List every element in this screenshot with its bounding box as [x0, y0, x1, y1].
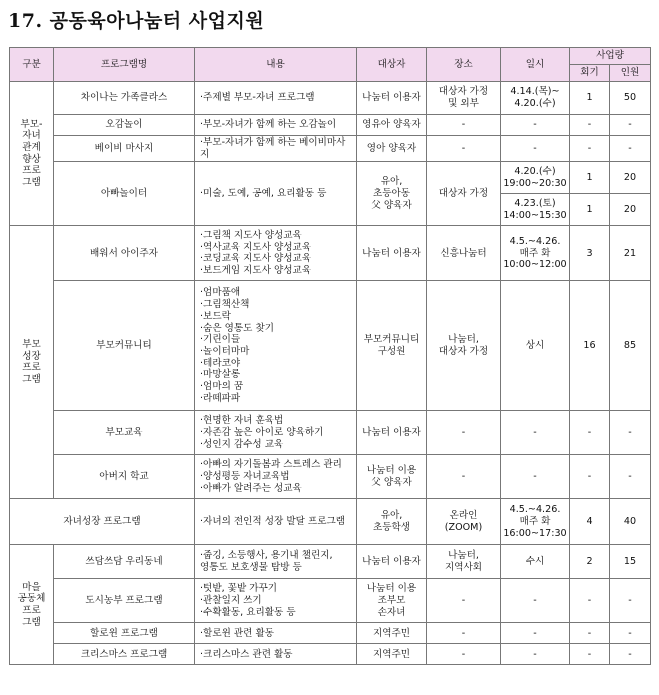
target-cell: 나눔터 이용자 [357, 411, 427, 455]
program-name: 아버지 학교 [54, 455, 195, 499]
program-name: 자녀성장 프로그램 [10, 499, 195, 545]
people-cell: 50 [610, 82, 651, 115]
people-cell: 85 [610, 281, 651, 411]
program-content: ·주제별 부모-자녀 프로그램 [195, 82, 357, 115]
program-name: 부모커뮤니티 [54, 281, 195, 411]
content-list-item: ·텃밭, 꽃밭 가꾸기 [200, 583, 278, 595]
sessions-cell: 2 [570, 545, 610, 579]
category-cell: 부모- 자녀 관계 향상 프로 그램 [10, 82, 54, 226]
content-list-item: ·엄마의 꿈 [200, 381, 244, 393]
category-cell: 부모 성장 프로 그램 [10, 226, 54, 499]
target-cell: 유아, 초등학생 [357, 499, 427, 545]
program-name: 아빠놀이터 [54, 162, 195, 226]
schedule-cell: 4.23.(토) 14:00~15:30 [501, 194, 570, 226]
content-list-item: ·아빠의 자기돌봄과 스트레스 관리 [200, 459, 342, 471]
header-content: 내용 [195, 48, 357, 82]
people-cell: - [610, 623, 651, 644]
header-place: 장소 [427, 48, 501, 82]
content-list [200, 287, 354, 404]
place-cell: 대상자 가정 [427, 162, 501, 226]
sessions-cell: 16 [570, 281, 610, 411]
program-content: ·할로윈 관련 활동 [195, 623, 357, 644]
content-list-item: ·역사교육 지도사 양성교육 [200, 241, 312, 253]
program-name: 부모교육 [54, 411, 195, 455]
schedule-cell: - [501, 579, 570, 623]
place-cell: - [427, 115, 501, 136]
category-cell: 마을 공동체 프로 그램 [10, 545, 54, 665]
content-list-item: ·그림책산책 [200, 299, 250, 311]
place-cell: 대상자 가정 및 외부 [427, 82, 501, 115]
content-list [200, 459, 354, 494]
schedule-cell: 4.20.(수) 19:00~20:30 [501, 162, 570, 194]
schedule-cell: - [501, 623, 570, 644]
people-cell: 20 [610, 194, 651, 226]
schedule-cell: - [501, 644, 570, 665]
content-list-item: ·엄마품애 [200, 287, 241, 299]
schedule-cell: - [501, 411, 570, 455]
people-cell: 20 [610, 162, 651, 194]
content-list-item: ·마망살롱 [200, 369, 241, 381]
target-cell: 유아, 초등아동 父 양육자 [357, 162, 427, 226]
sessions-cell: - [570, 579, 610, 623]
target-cell: 지역주민 [357, 623, 427, 644]
content-list-item: ·성인지 감수성 교육 [200, 438, 284, 450]
content-list [200, 415, 354, 450]
target-cell: 영유아 양육자 [357, 115, 427, 136]
sessions-cell: - [570, 136, 610, 162]
people-cell: 40 [610, 499, 651, 545]
content-list-item: ·수확활동, 요리활동 등 [200, 606, 296, 618]
sessions-cell: - [570, 623, 610, 644]
sessions-cell: 4 [570, 499, 610, 545]
people-cell: - [610, 115, 651, 136]
program-content: ·부모-자녀가 함께 하는 오감놀이 [195, 115, 357, 136]
program-name: 크리스마스 프로그램 [54, 644, 195, 665]
table-row [10, 579, 651, 623]
sessions-cell: 1 [570, 194, 610, 226]
people-cell: - [610, 136, 651, 162]
table-row [10, 623, 651, 644]
header-category: 구분 [10, 48, 54, 82]
target-cell: 나눔터 이용 조부모 손자녀 [357, 579, 427, 623]
content-list-item: ·양성평등 자녀교육법 [200, 471, 290, 483]
table-row [10, 644, 651, 665]
program-content [195, 579, 357, 623]
target-cell: 나눔터 이용자 [357, 82, 427, 115]
content-list-item: ·보드게임 지도사 양성교육 [200, 265, 312, 277]
content-list-item: ·보드락 [200, 310, 231, 322]
content-list-item: ·현명한 자녀 훈육법 [200, 415, 284, 427]
sessions-cell: - [570, 455, 610, 499]
target-cell: 영아 양육자 [357, 136, 427, 162]
people-cell: - [610, 644, 651, 665]
header-program: 프로그램명 [54, 48, 195, 82]
table-row [10, 162, 651, 194]
program-content: ·줍깅, 소등행사, 용기내 챌린지, 영통도 보호생물 탐방 등 [195, 545, 357, 579]
people-cell: 15 [610, 545, 651, 579]
header-sessions: 회기 [570, 65, 610, 82]
people-cell: 21 [610, 226, 651, 281]
table-row [10, 455, 651, 499]
content-list-item: ·아빠가 알려주는 성교육 [200, 482, 302, 494]
content-list-item: ·라떼파파 [200, 392, 241, 404]
content-list-item: ·숨은 영통도 찾기 [200, 322, 275, 334]
header-people: 인원 [610, 65, 651, 82]
place-cell: - [427, 411, 501, 455]
content-list-item: ·자존감 높은 아이로 양육하기 [200, 427, 324, 439]
program-table [9, 47, 651, 665]
target-cell: 지역주민 [357, 644, 427, 665]
header-schedule: 일시 [501, 48, 570, 82]
content-list-item: ·테라코야 [200, 357, 241, 369]
schedule-cell: - [501, 115, 570, 136]
content-list [200, 583, 354, 618]
schedule-cell: 4.5.~4.26. 매주 화 16:00~17:30 [501, 499, 570, 545]
schedule-cell: 수시 [501, 545, 570, 579]
place-cell: - [427, 455, 501, 499]
program-name: 쓰담쓰담 우리동네 [54, 545, 195, 579]
table-row [10, 499, 651, 545]
program-name: 도시농부 프로그램 [54, 579, 195, 623]
place-cell: 온라인 (ZOOM) [427, 499, 501, 545]
people-cell: - [610, 455, 651, 499]
people-cell: - [610, 579, 651, 623]
place-cell: - [427, 136, 501, 162]
content-list-item: ·놀이터마마 [200, 345, 250, 357]
schedule-cell: 4.14.(목)~ 4.20.(수) [501, 82, 570, 115]
program-name: 차이나는 가족클라스 [54, 82, 195, 115]
content-list [200, 230, 354, 277]
program-content: ·미술, 도예, 공예, 요리활동 등 [195, 162, 357, 226]
table-row [10, 82, 651, 115]
program-content: ·크리스마스 관련 활동 [195, 644, 357, 665]
header-performance: 사업량 [570, 48, 651, 65]
content-list-item: ·관찰일지 쓰기 [200, 595, 262, 607]
target-cell: 나눔터 이용 父 양육자 [357, 455, 427, 499]
place-cell: - [427, 579, 501, 623]
content-list-item: ·코딩교육 지도사 양성교육 [200, 253, 312, 265]
sessions-cell: - [570, 115, 610, 136]
schedule-cell: 상시 [501, 281, 570, 411]
program-name: 베이비 마사지 [54, 136, 195, 162]
program-name: 할로윈 프로그램 [54, 623, 195, 644]
table-row [10, 545, 651, 579]
target-cell: 나눔터 이용자 [357, 226, 427, 281]
sessions-cell: 1 [570, 162, 610, 194]
table-row [10, 411, 651, 455]
table-row [10, 281, 651, 411]
content-list-item: ·그림책 지도사 양성교육 [200, 230, 302, 241]
program-name: 오감놀이 [54, 115, 195, 136]
target-cell: 부모커뮤니티 구성원 [357, 281, 427, 411]
place-cell: 나눔터, 대상자 가정 [427, 281, 501, 411]
sessions-cell: - [570, 644, 610, 665]
place-cell: - [427, 644, 501, 665]
place-cell: - [427, 623, 501, 644]
place-cell: 신흥나눔터 [427, 226, 501, 281]
program-content [195, 226, 357, 281]
content-list-item: ·기린이들 [200, 334, 241, 346]
schedule-cell: - [501, 136, 570, 162]
program-content: ·자녀의 전인적 성장 발달 프로그램 [195, 499, 357, 545]
sessions-cell: - [570, 411, 610, 455]
table-row [10, 136, 651, 162]
program-content [195, 455, 357, 499]
page-title: 17. 공동육아나눔터 사업지원 [8, 10, 265, 32]
sessions-cell: 3 [570, 226, 610, 281]
table-row [10, 115, 651, 136]
table-row [10, 226, 651, 281]
sessions-cell: 1 [570, 82, 610, 115]
header-target: 대상자 [357, 48, 427, 82]
target-cell: 나눔터 이용자 [357, 545, 427, 579]
program-name: 배워서 아이주자 [54, 226, 195, 281]
program-content [195, 411, 357, 455]
schedule-cell: - [501, 455, 570, 499]
people-cell: - [610, 411, 651, 455]
program-content [195, 281, 357, 411]
schedule-cell: 4.5.~4.26. 매주 화 10:00~12:00 [501, 226, 570, 281]
program-content: ·부모-자녀가 함께 하는 베이비마사지 [195, 136, 357, 162]
place-cell: 나눔터, 지역사회 [427, 545, 501, 579]
